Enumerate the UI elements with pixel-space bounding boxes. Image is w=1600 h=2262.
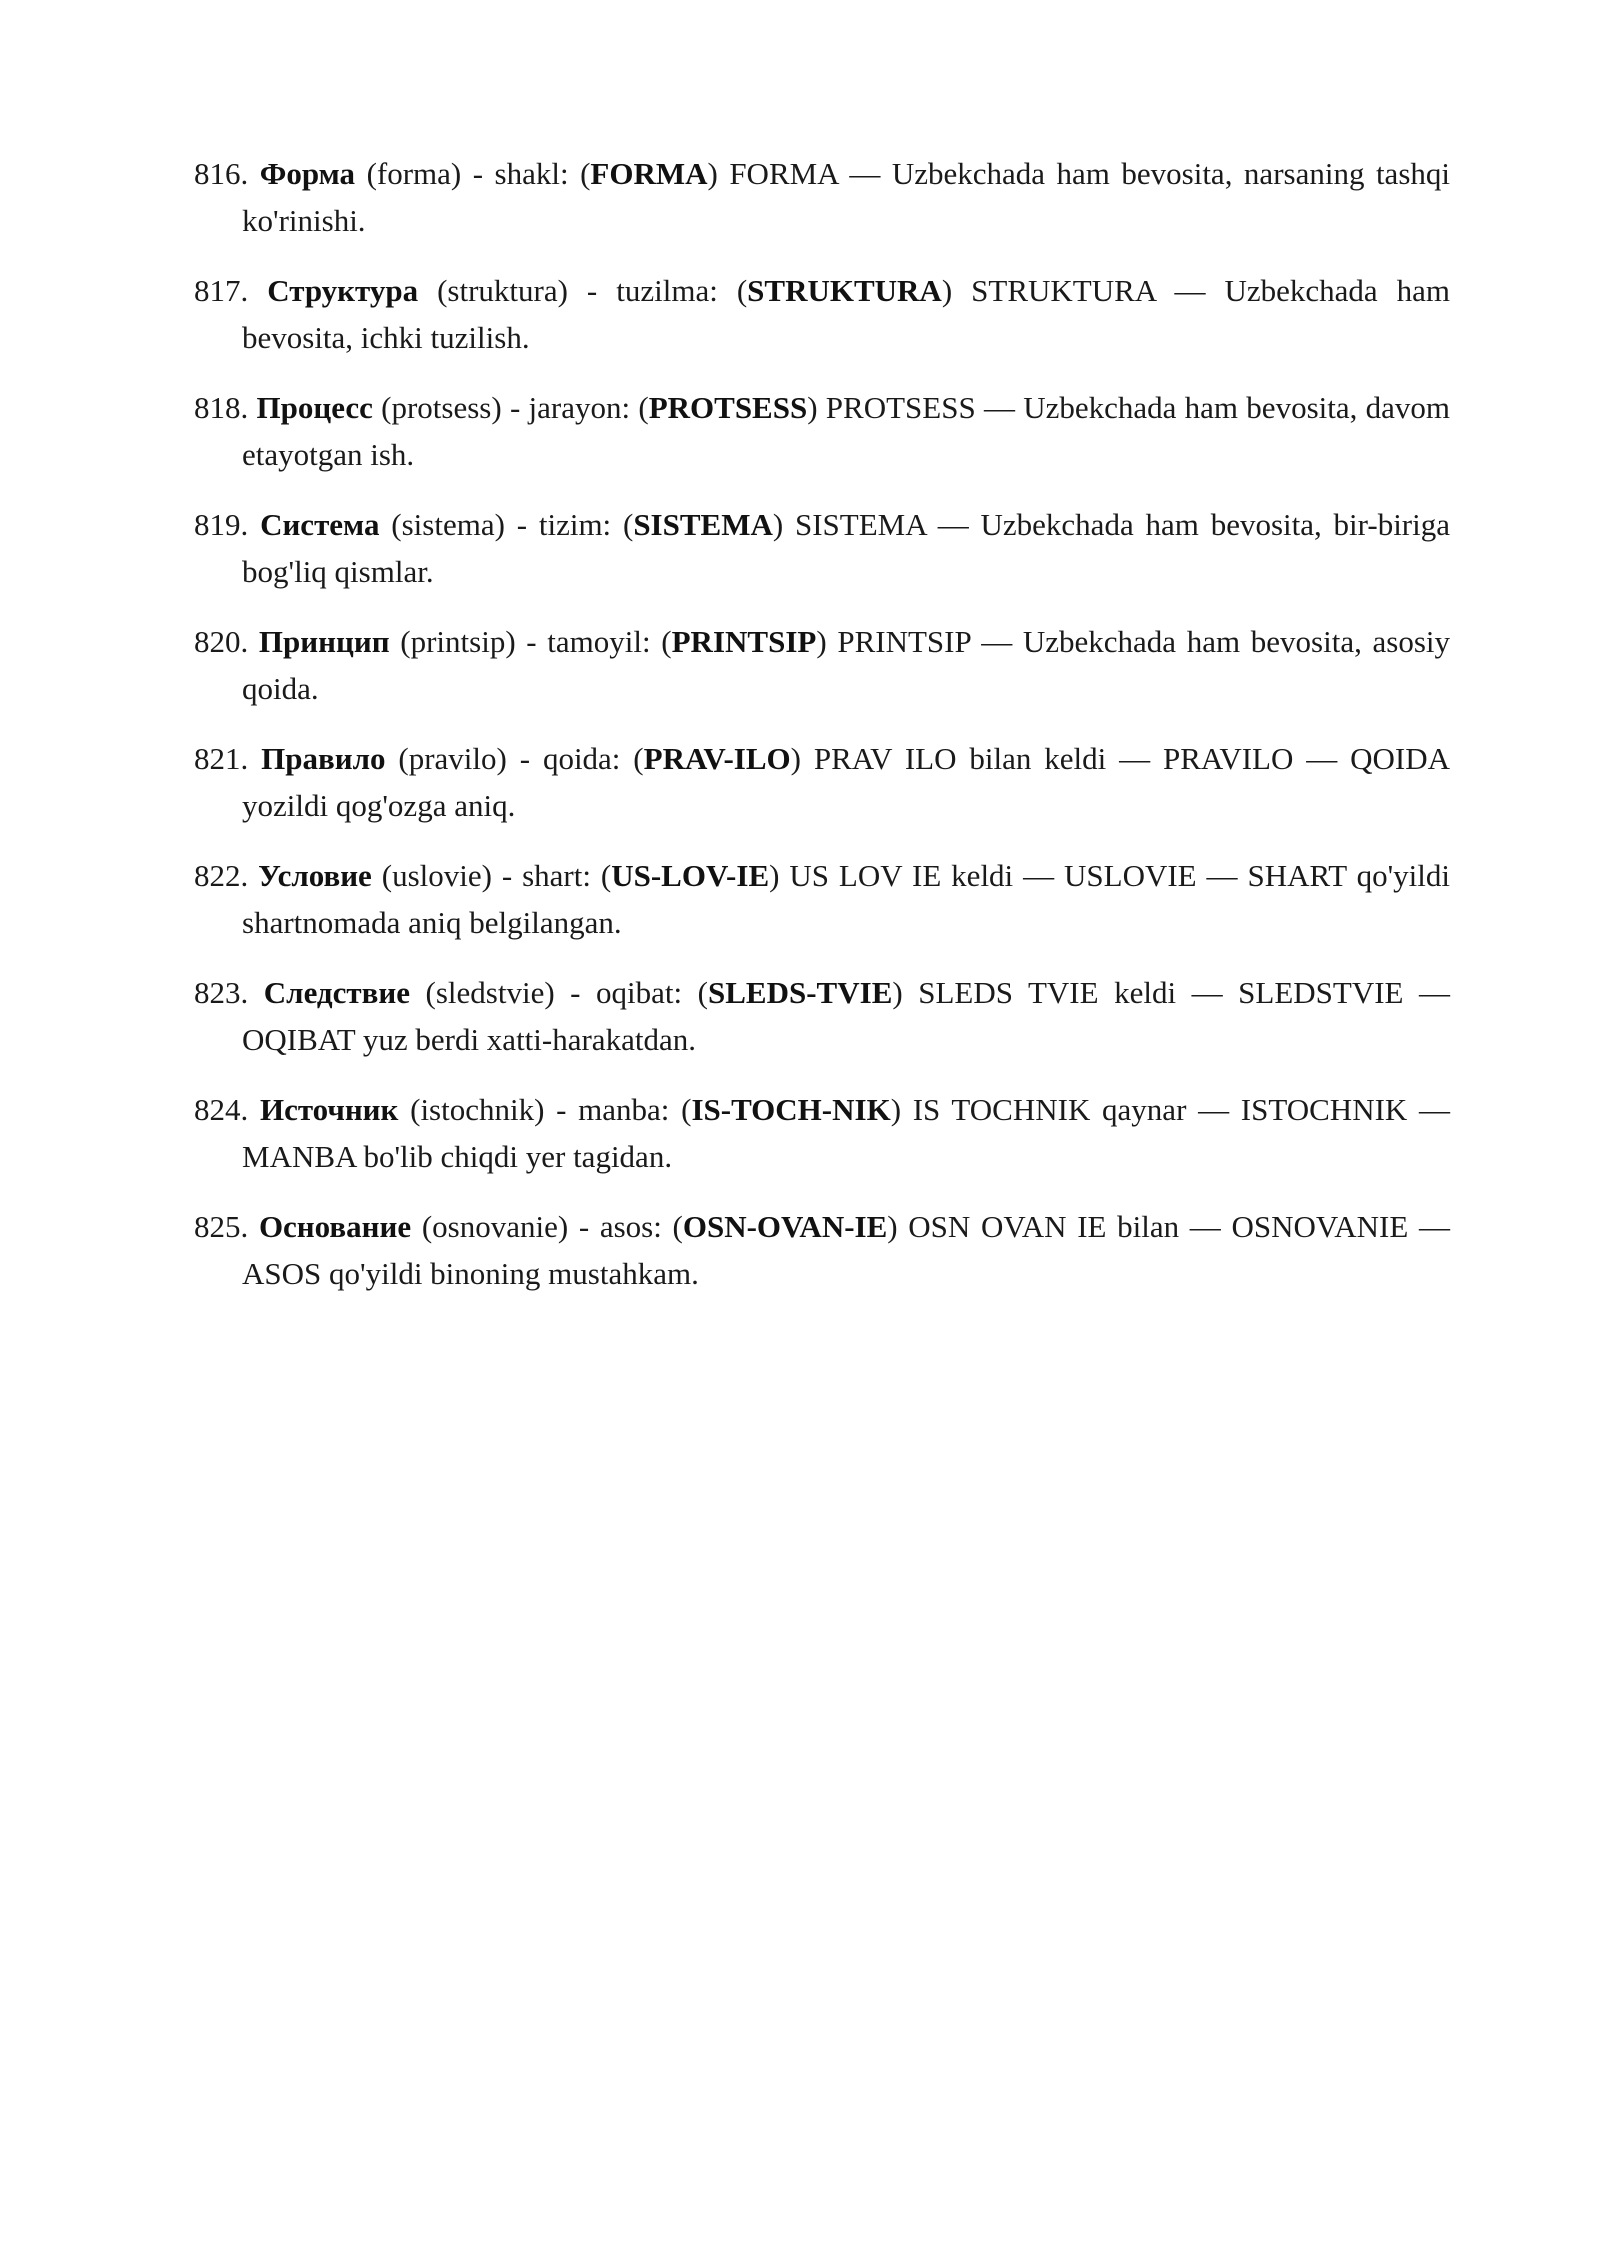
entry-translit: (istochnik) - manba: ( xyxy=(410,1092,692,1127)
entry-word: Система xyxy=(260,507,380,542)
entry-number: 825. xyxy=(194,1209,249,1244)
vocabulary-entry xyxy=(194,852,1450,946)
entry-number: 816. xyxy=(194,156,249,191)
entry-number: 821. xyxy=(194,741,249,776)
vocabulary-entry xyxy=(194,735,1450,829)
entry-syllables: US-LOV-IE xyxy=(611,858,770,893)
entry-translit: (sistema) - tizim: ( xyxy=(391,507,634,542)
entry-number: 820. xyxy=(194,624,249,659)
entry-translit: (printsip) - tamoyil: ( xyxy=(400,624,672,659)
entry-number: 819. xyxy=(194,507,249,542)
entry-description: ) STRUKTURA — Uzbekchada ham bevosita, ichki tuzilish. xyxy=(242,273,1451,355)
entry-word: Принцип xyxy=(258,624,390,659)
vocabulary-list xyxy=(194,150,1450,1320)
entry-word: Структура xyxy=(267,273,419,308)
entry-description: ) PRAV ILO bilan keldi — PRAVILO — QOIDA yozildi qog'ozga aniq. xyxy=(242,741,1451,823)
entry-syllables: PRAV-ILO xyxy=(643,741,791,776)
entry-syllables: FORMA xyxy=(590,156,708,191)
vocabulary-entry xyxy=(194,969,1450,1063)
entry-number: 822. xyxy=(194,858,249,893)
entry-word: Условие xyxy=(258,858,372,893)
entry-syllables: PRINTSIP xyxy=(671,624,817,659)
entry-syllables: SISTEMA xyxy=(633,507,773,542)
vocabulary-entry xyxy=(194,1203,1450,1297)
entry-syllables: SLEDS-TVIE xyxy=(708,975,893,1010)
vocabulary-entry xyxy=(194,1086,1450,1180)
entry-number: 823. xyxy=(194,975,249,1010)
entry-syllables: IS-TOCH-NIK xyxy=(691,1092,891,1127)
entry-syllables: PROTSESS xyxy=(648,390,808,425)
entry-number: 818. xyxy=(194,390,249,425)
entry-word: Источник xyxy=(259,1092,399,1127)
entry-word: Основание xyxy=(258,1209,412,1244)
entry-word: Процесс xyxy=(256,390,373,425)
entry-word: Форма xyxy=(259,156,356,191)
entry-description: ) IS TOCHNIK qaynar — ISTOCHNIK — MANBA bo'lib chiqdi yer tagidan. xyxy=(242,1092,1450,1174)
entry-translit: (osnovanie) - asos: ( xyxy=(421,1209,683,1244)
entry-translit: (sledstvie) - oqibat: ( xyxy=(425,975,709,1010)
entry-translit: (struktura) - tuzilma: ( xyxy=(437,273,748,308)
entry-number: 817. xyxy=(194,273,249,308)
entry-translit: (protsess) - jarayon: ( xyxy=(381,390,649,425)
entry-syllables: STRUKTURA xyxy=(747,273,942,308)
entry-translit: (uslovie) - shart: ( xyxy=(381,858,612,893)
entry-number: 824. xyxy=(194,1092,249,1127)
entry-description: ) US LOV IE keldi — USLOVIE — SHART qo'yildi shartnomada aniq belgilangan. xyxy=(242,858,1451,940)
entry-description: ) FORMA — Uzbekchada ham bevosita, narsaning tashqi ko'rinishi. xyxy=(242,156,1450,238)
entry-description: ) PROTSESS — Uzbekchada ham bevosita, davom etayotgan ish. xyxy=(242,390,1451,472)
vocabulary-entry xyxy=(194,618,1450,712)
vocabulary-entry xyxy=(194,150,1450,244)
entry-description: ) SLEDS TVIE keldi — SLEDSTVIE — OQIBAT yuz berdi xatti-harakatdan. xyxy=(242,975,1450,1057)
entry-syllables: OSN-OVAN-IE xyxy=(682,1209,888,1244)
entry-description: ) OSN OVAN IE bilan — OSNOVANIE — ASOS qo'yildi binoning mustahkam. xyxy=(242,1209,1451,1291)
entry-translit: (pravilo) - qoida: ( xyxy=(398,741,644,776)
entry-description: ) SISTEMA — Uzbekchada ham bevosita, bir-biriga bog'liq qismlar. xyxy=(242,507,1451,589)
entry-word: Правило xyxy=(261,741,386,776)
vocabulary-entry xyxy=(194,267,1450,361)
entry-word: Следствие xyxy=(263,975,410,1010)
entry-translit: (forma) - shakl: ( xyxy=(366,156,591,191)
vocabulary-entry xyxy=(194,384,1450,478)
entry-description: ) PRINTSIP — Uzbekchada ham bevosita, asosiy qoida. xyxy=(242,624,1451,706)
vocabulary-entry xyxy=(194,501,1450,595)
